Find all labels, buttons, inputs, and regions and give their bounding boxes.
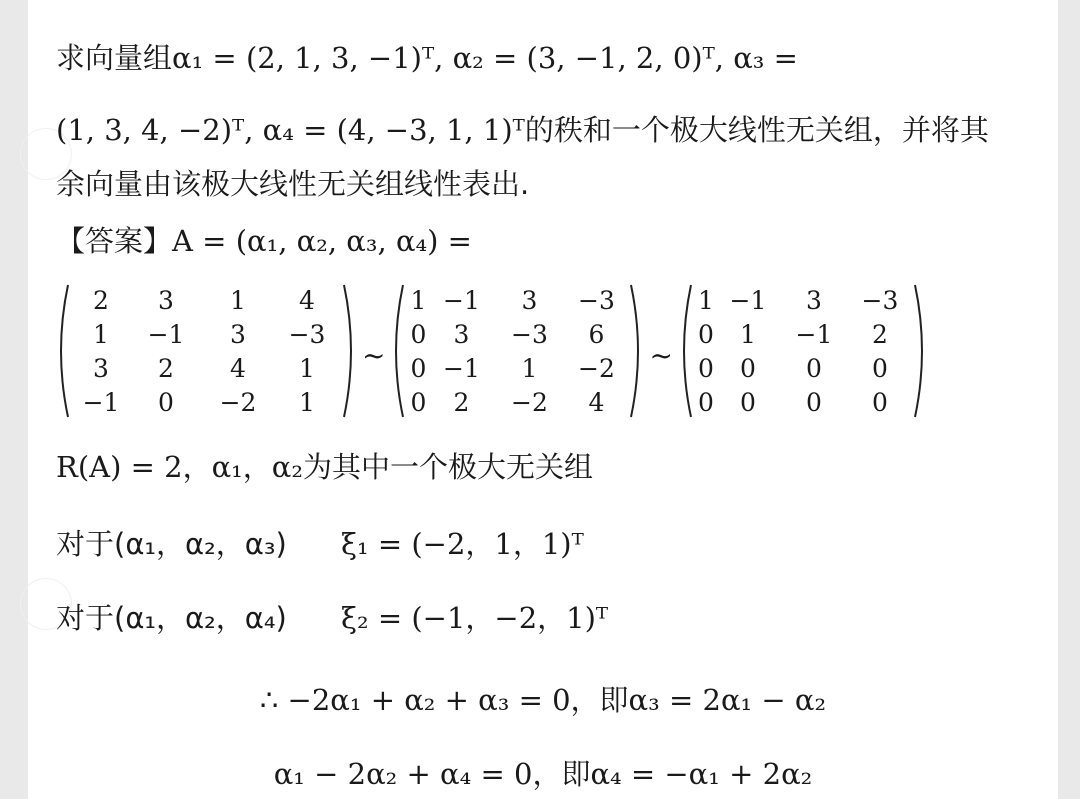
matrix-cell: −1: [82, 387, 120, 417]
rank-line: [56, 450, 594, 484]
matrix-cell: −1: [795, 319, 833, 349]
matrix-cell: 4: [299, 285, 315, 315]
matrix-cell: 3: [158, 285, 174, 315]
matrix-cell: 4: [230, 353, 246, 383]
problem-line-3: [56, 167, 530, 201]
row-equivalence-icon: ~: [362, 338, 386, 372]
matrix-cell: 0: [697, 353, 714, 383]
matrix-cell: 2: [158, 353, 174, 383]
row-equivalence-icon: ~: [649, 338, 673, 372]
problem-line-1: [56, 41, 798, 75]
matrix-cell: 3: [805, 285, 822, 315]
matrix-cell: 0: [697, 387, 714, 417]
matrix-cell: 6: [588, 319, 605, 349]
matrix-cell: 0: [410, 319, 427, 349]
right-paren-icon: [340, 283, 360, 419]
problem-line-3-text: 余向量由该极大线性无关组线性表出.: [56, 167, 530, 201]
case-1: [56, 527, 584, 561]
matrix-cell: 2: [871, 319, 888, 349]
left-paren-icon: [387, 283, 407, 419]
matrix-cell: 0: [739, 353, 756, 383]
matrix-cell: 1: [410, 285, 427, 315]
matrix-cell: 3: [521, 285, 538, 315]
rank-text: R(A) = 2，α₁，α₂为其中一个极大无关组: [56, 450, 594, 484]
matrix-cell: 0: [739, 387, 756, 417]
answer-label: 【答案】: [56, 224, 173, 258]
matrix-cell: −1: [443, 353, 480, 383]
matrix-cell: −1: [729, 285, 767, 315]
matrix-cell: 1: [230, 285, 246, 315]
matrix-cell: −3: [861, 285, 899, 315]
matrix-cell: −3: [578, 285, 615, 315]
matrix-grid: [695, 283, 911, 419]
xi-1: ξ₁ = (−2，1，1)ᵀ: [341, 527, 584, 561]
matrix-cell: 0: [871, 387, 888, 417]
matrix-definition: A = (α₁, α₂, α₃, α₄) =: [172, 224, 472, 258]
matrix-cell: 0: [805, 387, 822, 417]
matrix-cell: 2: [93, 285, 109, 315]
problem-line-2-text: (1, 3, 4, −2)ᵀ, α₄ = (4, −3, 1, 1)ᵀ的秩和一个极大线性无关组，并将其: [56, 113, 989, 147]
answer-header: [56, 224, 472, 258]
matrix-cell: 1: [697, 285, 714, 315]
matrix-cell: 1: [521, 353, 538, 383]
matrix-cell: 1: [93, 319, 109, 349]
matrix-cell: 2: [453, 387, 470, 417]
matrix-cell: 1: [299, 353, 315, 383]
matrix-cell: −3: [288, 319, 326, 349]
matrix-cell: −2: [578, 353, 615, 383]
matrix-original: [52, 283, 360, 419]
case-2: [56, 601, 609, 635]
matrix-cell: 3: [453, 319, 470, 349]
case-1-label: 对于(α₁，α₂，α₃): [56, 527, 287, 561]
matrix-cell: 1: [739, 319, 756, 349]
matrix-reduction-row: [52, 283, 931, 419]
matrix-echelon: [675, 283, 931, 419]
equation-2-text: α₁ − 2α₂ + α₄ = 0，即α₄ = −α₁ + 2α₂: [273, 757, 813, 791]
matrix-cell: −2: [219, 387, 257, 417]
problem-line-2: [56, 113, 989, 147]
matrix-cell: −3: [511, 319, 548, 349]
equation-2: [28, 752, 1058, 793]
matrix-cell: 0: [410, 387, 427, 417]
matrix-cell: 3: [230, 319, 246, 349]
left-paren-icon: [675, 283, 695, 419]
matrix-cell: 0: [697, 319, 714, 349]
matrix-cell: 0: [805, 353, 822, 383]
matrix-cell: 4: [588, 387, 605, 417]
matrix-cell: −1: [443, 285, 480, 315]
matrix-grid: [407, 283, 627, 419]
equation-1-text: ∴ −2α₁ + α₂ + α₃ = 0，即α₃ = 2α₁ − α₂: [259, 683, 827, 717]
right-paren-icon: [911, 283, 931, 419]
left-paren-icon: [52, 283, 72, 419]
matrix-cell: 0: [410, 353, 427, 383]
right-paren-icon: [627, 283, 647, 419]
matrix-grid: [72, 283, 340, 419]
matrix-step-1: [387, 283, 647, 419]
case-2-label: 对于(α₁，α₂，α₄): [56, 601, 287, 635]
matrix-cell: −2: [511, 387, 548, 417]
matrix-cell: −1: [147, 319, 185, 349]
matrix-cell: 0: [158, 387, 174, 417]
equation-1: [28, 678, 1058, 719]
problem-line-1-text: 求向量组α₁ = (2, 1, 3, −1)ᵀ, α₂ = (3, −1, 2, 0)ᵀ, α₃ =: [56, 41, 798, 75]
matrix-cell: 0: [871, 353, 888, 383]
matrix-cell: 3: [93, 353, 109, 383]
xi-2: ξ₂ = (−1，−2，1)ᵀ: [341, 601, 609, 635]
matrix-cell: 1: [299, 387, 315, 417]
